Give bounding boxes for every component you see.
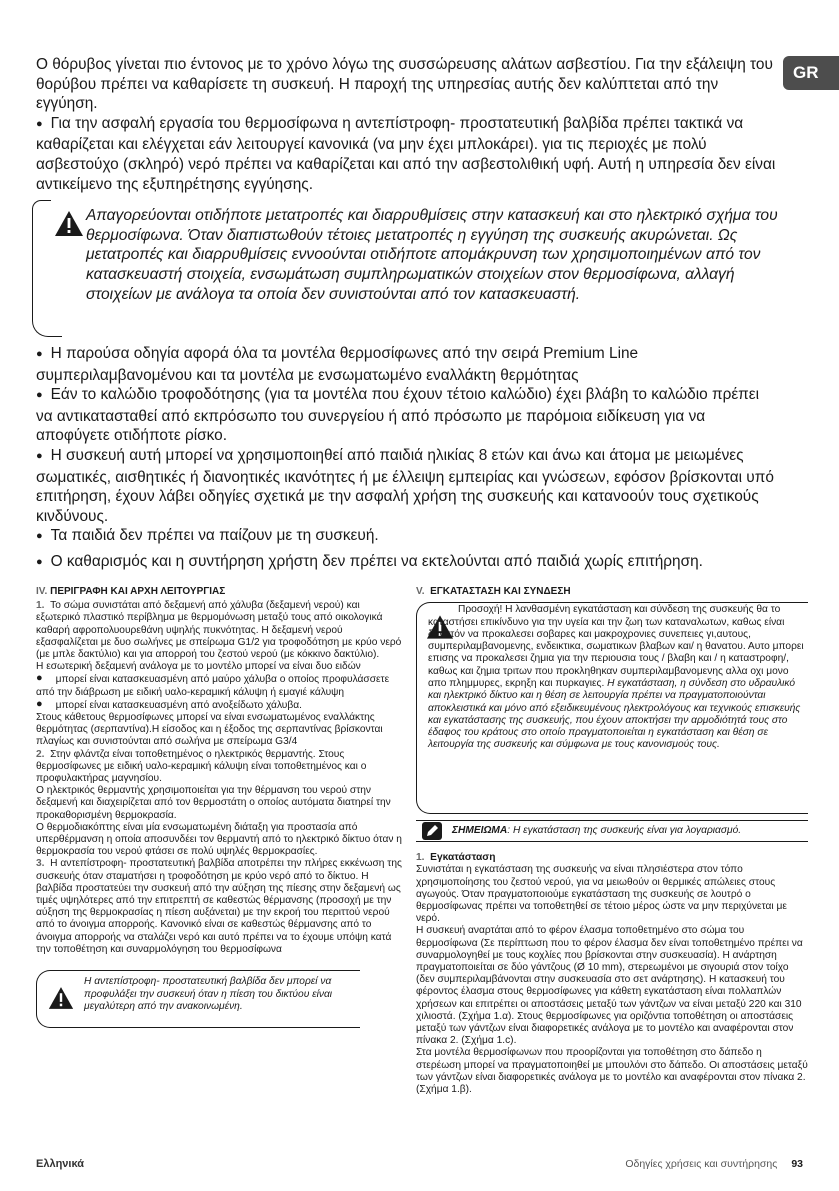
bullet-paragraph: ● Για την ασφαλή εργασία του θερμοσίφωνα η αντεπίστροφη- προστατευτική βαλβίδα πρέπει τακτικά να καθαρίζεται και ελέγχεται εάν λειτουργεί κανονικά (να μην έχει μπλοκάρει). για τις περιοχές με πολύ ασβεστούχο (σκληρό) νερό πρέπει να καθαρίζεται και από την ασβεστολιθική υφή. Αυτή η υπηρεσία δεν είναι αντικείμενο της εξυπηρέτησης εγγύησης. xyxy=(36,114,778,194)
paragraph: 2. Στην φλάντζα είναι τοποθετημένος ο ηλεκτρικός θερμαντής. Στους θερμοσίφωνες με ειδική υαλο-κεραμική κάλυψη είναι τοποθετημένος και ο προφυλακτήρας μαγνησίου. xyxy=(36,748,367,785)
bullet-paragraph: ● Η συσκευή αυτή μπορεί να χρησιμοποιηθεί από παιδιά ηλικίας 8 ετών και άνω και άτομα με μειωμένες σωματικές, αισθητικές ή διανοητικές ικανότητες ή με έλλειψη εμπειρίας και γνώσεων, εφόσον βρίσκονται υπό επιτήρηση, έχουν λάβει οδηγίες σχετικά με την ασφαλή χρήση της συσκευής και κατανοούν τους σχετικούς κινδύνους. xyxy=(36,446,778,526)
bullet-paragraph: ● Τα παιδιά δεν πρέπει να παίζουν με τη συσκευή. xyxy=(36,526,778,548)
footer-language: Ελληνικά xyxy=(36,1158,84,1170)
note-text: ΣΗΜΕΙΩΜΑ: Η εγκατάσταση της συσκευής είναι για λογαριασμό. xyxy=(452,825,742,837)
paragraph: Στα μοντέλα θερμοσίφωνων που προορίζονται για τοποθέτηση στο δάπεδο η στερέωση μπορεί να πραγματοποιηθεί με μπουλόνι στο δάπεδο. Οι αποστάσεις μεταξύ των γάντζων είναι διαφορετικές ανάλογα με το μοντέλο και αναφέρονται στον πίνακα 2. (Σχήμα 1.β). xyxy=(416,1047,808,1096)
warning-text-installation: Προσοχή! Η λανθασμένη εγκατάσταση και σύνδεση της συσκευής θα το καταστήσει επικίνδυνο για την υγεία και την ζωη των καταναλωτων, καθως είναι δυνατόν να προκαλεσει σοβαρες και μακροχρονιες συνεπειες γι,αυτους, συμπεριλαμβανομενης, ενδεικτικα, σωματικων βλαβων και/ η θανατου. Αυτο μπορει επισης να προκαλεσει ζημια για την περιουσια τους / βλαβη και / η καταστροφη/, καθως και ζημια τριτων που προκληθηκαν συμπεριλαμβανομενης αλλα οχι μονο απο πλημμυρες, εκρηξη και πυρκαγιες. Η εγκατάσταση, η σύνδεση στο υδραυλικό και ηλεκτρικό δίκτυο και η θέση σε λειτουργία πρέπει να πραγματοποιούνται αποκλειστικά και μόνο από εξειδικευμένους ηλεκτρολόγους και τεχνικούς επισκευής και εγκατάστασης της συσκευής, που έχουν αποκτήσει την αρμοδιότητά τους στο έδαφος του κράτους στο οποίο πραγματοποιείται η εγκατάσταση και θέση σε λειτουργία της συσκευής και σύμφωνα με τους κανονισμούς τους. xyxy=(428,604,804,751)
paragraph: Στους κάθετους θερμοσίφωνες μπορεί να είναι ενσωματωμένος εναλλάκτης θερμότητας (σερπαντίνα).Η είσοδος και η έξοδος της σερπαντίνας βρίσκονται πλαγίως και συνιστούνται από σωλήνα με σπείρωμα G3/4 xyxy=(36,712,383,748)
warning-triangle-icon xyxy=(48,986,74,1010)
paragraph: Ο θερμοδιακόπτης είναι μία ενσωματωμένη διάταξη για προστασία από υπερθέρμανση η οποία αποσυνδέει τον θερμαντή από το ηλεκτρικό δίκτυο όταν η θερμοκρασία του νερού φτάσει σε πολύ υψηλές θερμοκρασίες. xyxy=(36,821,402,858)
warning-box-valve xyxy=(36,970,360,1028)
paragraph: 1. Το σώμα συνιστάται από δεξαμενή από χάλυβα (δεξαμενή νερού) και εξωτερικό πλαστικό περίβλημα με θερμομόνωση μεταξύ τους από οικολογικά καθαρή αφροπολυουρεθάνη υψηλής πυκνότητας. Η δεξαμενή νερού εξασφαλίζεται με δυο σωλήνες με σπείρωμα G1/2 για τροφοδότηση με κρύο νερό (με μπλε δακτύλιο) και για απορροή του ζεστού νερού (με κόκκινο δακτύλιο). xyxy=(36,600,402,661)
paragraph: Συνιστάται η εγκατάσταση της συσκευής να είναι πλησιέστερα στον τόπο χρησιμοποίησης του ζεστού νερού, για να μειωθούν οι θερμικές απώλειες στους αγωγούς. Όταν πραγματοποιούμε εγκατάσταση της συσκευής σε λουτρό ο θερμοσίφωνας πρέπει να τοποθετηθεί σε τέτοιο μέρος ώστε να μην περιχύνεται με νερό. xyxy=(416,864,787,925)
paragraph: 3. Η αντεπίστροφη- προστατευτική βαλβίδα αποτρέπει την πλήρες εκκένωση της συσκευής όταν σταματήσει η τροφοδότηση με κρύο νερό από το δίκτυο. Η βαλβίδα προστατεύει την συσκευή από την αύξηση της πίεσης στην δεξαμενή ως τιμές υψηλότερες από την επιτρεπτή σε καθεστώς θέρμανσης (προσοχή με την αύξηση της θερμοκρασίας η πίεση αυξάνεται) με την εκροή του περιττού νερού από το άνοιγμα απορροής. Κανονικό είναι σε καθεστώς θέρμανσης από το άνοιγμα απορροής να σταλάζει νερό και αυτό πρέπει να το έχουμε υπόψη κατά την τοποθέτηση και συναρμολόγηση του θερμοσίφωνα xyxy=(36,858,402,955)
top-section xyxy=(36,55,778,194)
left-column xyxy=(36,586,406,1028)
note-box xyxy=(416,820,808,842)
bullet-paragraph: ● Η παρούσα οδηγία αφορά όλα τα μοντέλα θερμοσίφωνες από την σειρά Premium Line συμπεριλαμβανομένου και τα μοντέλα με ενσωματωμένο εναλλάκτη θερμότητας xyxy=(36,344,778,385)
right-column xyxy=(416,586,808,1096)
bullet-paragraph: ● Εάν το καλώδιο τροφοδότησης (για τα μοντέλα που έχουν τέτοιο καλώδιο) έχει βλάβη το καλώδιο πρέπει να αντικατασταθεί από εκπρόσωπο του συνεργείου ή από πρόσωπο με παρόμοια ειδίκευση για να αποφύγετε οτιδήποτε ρίσκο. xyxy=(36,385,778,446)
warning-box-installation xyxy=(416,602,808,814)
section-title: IV. ΠΕΡΙΓΡΑΦΗ ΚΑΙ ΑΡΧΗ ΛΕΙΤΟΥΡΓΙΑΣ xyxy=(36,586,226,597)
warning-text-main: Απαγορεύονται οτιδήποτε μετατροπές και διαρρυθμίσεις στην κατασκευή και στο ηλεκτρικό σχήμα του θερμοσίφωνα. Όταν διαπιστωθούν τέτοιες μετατροπές η εγγύηση της συσκευής ακυρώνεται. Ως μετατροπές και διαρρυθμίσεις εννοούνται οτιδήποτε απομάκρυνση των χρησιμοποιημένων από τον κατασκευαστή στοιχεία, ενσωμάτωση συμπληρωματικών στοιχείων στον θερμοσίφωνα, αλλαγή στοιχείων με ανάλογα τα οποία δεν συνιστούνται από τον κατασκευαστή. xyxy=(86,207,778,303)
mid-section xyxy=(36,344,778,574)
paragraph: Η συσκευή αναρτάται από το φέρον έλασμα τοποθετημένο στο σώμα του θερμοσίφωνα (Σε περίπτωση που το φέρον έλασμα δεν είναι τοποθετημένο πρέπει να συναρμολογηθεί με τους κοχλίες που βρίσκονται στην συσκευασία). Η ανάρτηση πραγματοποιείται σε δύο γάντζους (Ø 10 mm), στερεωμένοι με σιγουριά στον τοίχο (δεν συμπεριλαμβάνονται στην συσκευασία στο σετ ανάρτησης). Η κατασκευή του φέροντος έλασμα στους θερμοσίφωνες για κάθετη εγκατάσταση είναι πολλαπλών χρήσεων και επιτρέπει οι αποστάσεις μεταξύ των γάντζων να είναι μεταξύ 220 και 310 χιλιοστά. (Σχήμα 1.α). Στους θερμοσίφωνες για οριζόντια τοποθέτηση οι αποστάσεις μεταξύ των γάντζων είναι διαφορετικές ανάλογα με το μοντέλο και αναφέρονται στον πίνακα 2. (Σχήμα 1.c). xyxy=(416,925,803,1047)
warning-text-valve: Η αντεπίστροφη- προστατευτική βαλβίδα δεν μπορεί να προφυλάξει την συσκευή όταν η πίεση του δικτύου είναι μεγαλύτερη από την ανακοινωμένη. xyxy=(84,976,333,1012)
page-number: 93 xyxy=(791,1158,803,1170)
bullet-paragraph: ● Ο καθαρισμός και η συντήρηση χρήστη δεν πρέπει να εκτελούνται από παιδιά χωρίς επιτήρηση. xyxy=(36,552,778,574)
bullet-icon xyxy=(36,115,51,132)
paragraph: Ο ηλεκτρικός θερμαντής χρησιμοποιείται για την θέρμανση του νερού στην δεξαμενή και διαχειρίζεται από τον θερμοστάτη ο οποίος αυτόματα διατηρεί την προκαθορισμένη θερμοκρασία. xyxy=(36,785,391,821)
subsection-title: 1. Εγκατάσταση xyxy=(416,852,496,864)
language-tab: GR xyxy=(783,56,839,90)
bullet-item: ● μπορεί είναι κατασκευασμένη από ανοξείδωτο χάλυβα. xyxy=(36,699,406,712)
footer-doc-title: Οδηγίες χρήσεις και συντήρησης xyxy=(625,1158,778,1170)
section-title: V. ΕΓΚΑΤΑΣΤΑΣΗ ΚΑΙ ΣΥΝΔΕΣΗ xyxy=(416,586,571,597)
footer-doc-info xyxy=(625,1158,803,1170)
paragraph: Ο θόρυβος γίνεται πιο έντονος με το χρόνο λόγω της συσσώρευσης αλάτων ασβεστίου. Για την εξάλειψη του θορύβου πρέπει να καθαρίσετε τη συσκευή. Η παροχή της υπηρεσίας αυτής δεν καλύπτεται από την εγγύηση. xyxy=(36,56,773,113)
pencil-icon xyxy=(422,822,442,840)
paragraph: Η εσωτερική δεξαμενή ανάλογα με το μοντέλο μπορεί να είναι δυο ειδών xyxy=(36,661,361,673)
bullet-item: ● μπορεί είναι κατασκευασμένη από μαύρο χάλυβα ο οποίος προφυλάσσετε από την διάβρωση με ειδική υαλο-κεραμική κάλυψη ή εμαγιέ κάλυψη xyxy=(36,673,406,698)
warning-box-main xyxy=(32,200,782,337)
